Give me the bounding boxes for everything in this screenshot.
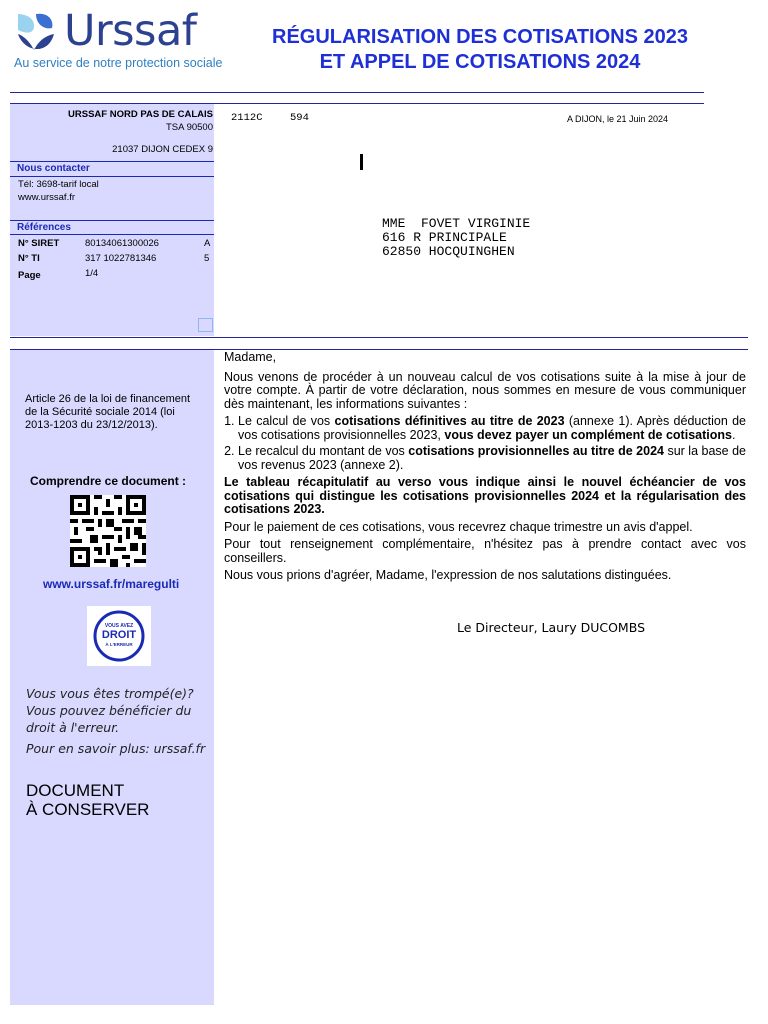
code-2: 594	[290, 112, 309, 124]
recipient-address	[382, 217, 530, 259]
siret-label: N° SIRET	[18, 238, 60, 249]
middle-rule-2	[10, 349, 748, 350]
badge-line-1: VOUS AVEZ	[104, 623, 134, 629]
siret-value: 80134061300026	[85, 238, 159, 249]
keep-document-notice	[26, 781, 149, 819]
urssaf-logo	[14, 6, 223, 72]
siret-suffix: A	[204, 238, 211, 249]
place-date: A DIJON, le 21 Juin 2024	[567, 114, 669, 124]
contact-paragraph: Pour tout renseignement complémentaire, n'hésitez pas à prendre contact avec vos conseillers.	[224, 537, 746, 565]
droit-erreur-badge	[87, 606, 151, 666]
contact-rule-bottom	[10, 176, 214, 177]
recap-paragraph: Le tableau récapitulatif au verso vous indique ainsi le nouvel échéancier de vos cotisations qui distingue les cotisations provisionnelles 2024 et la régularisation des cotisations 2023.	[224, 475, 746, 516]
badge-line-3: À L'ERREUR	[105, 642, 133, 647]
contact-phone: Tél: 3698-tarif local	[18, 179, 99, 190]
ti-label: N° TI	[18, 253, 40, 264]
contact-rule	[10, 161, 214, 162]
info-item-2: 2. Le recalcul du montant de vos cotisations provisionnelles au titre de 2024 sur la base de vos revenus 2023 (annexe 2).	[238, 445, 746, 472]
recipient-city: 62850 HOCQUINGHEN	[382, 244, 515, 259]
more-info-note: Pour en savoir plus: urssaf.fr	[26, 741, 206, 756]
badge-line-2: DROIT	[101, 629, 137, 641]
article-reference: Article 26 de la loi de financement de la Sécurité sociale 2014 (loi 2013-1203 du 23/12/2013).	[25, 393, 191, 431]
closing-paragraph: Nous vous prions d'agréer, Madame, l'expression de nos salutations distinguées.	[224, 568, 672, 582]
ti-value: 317 1022781346	[85, 253, 157, 264]
salutation: Madame,	[224, 350, 277, 364]
recipient-name: MME FOVET VIRGINIE	[382, 216, 531, 231]
regulti-link[interactable]: www.urssaf.fr/maregulti	[43, 577, 180, 591]
checkbox-square	[198, 318, 213, 332]
info-item-1: 1. Le calcul de vos cotisations définitives au titre de 2023 (annexe 1). Après déduction de vos cotisations provisionnelles 2023, vous devez payer un complément de cotisations.	[238, 415, 746, 442]
sender-name: URSSAF NORD PAS DE CALAIS	[68, 109, 213, 120]
keep-line-2: À CONSERVER	[26, 800, 150, 819]
header-rule-1	[10, 92, 704, 93]
logo-symbol-icon	[14, 12, 58, 54]
page-label: Page	[18, 270, 41, 281]
references-heading: Références	[17, 222, 71, 233]
middle-rule-1	[10, 337, 748, 338]
references-rule	[10, 220, 214, 221]
sidebar-bottom-panel	[10, 350, 214, 1005]
qr-code-icon	[70, 495, 146, 567]
intro-paragraph: Nous venons de procéder à un nouveau calcul de vos cotisations suite à la mise à jour de votre compte. À partir de votre déclaration, nous sommes en mesure de vous communiquer dès maintenant, les informations suivantes :	[224, 369, 746, 411]
info-list	[224, 415, 746, 472]
letter-body	[224, 351, 746, 587]
document-title	[230, 25, 730, 75]
payment-paragraph: Pour le paiement de ces cotisations, vous recevrez chaque trimestre un avis d'appel.	[224, 519, 693, 534]
references-rule-bottom	[10, 234, 214, 235]
keep-line-1: DOCUMENT	[26, 781, 125, 800]
error-note: Vous vous êtes trompé(e)? Vous pouvez bénéficier du droit à l'erreur.	[26, 686, 194, 735]
page-value: 1/4	[85, 268, 99, 279]
recipient-street: 616 R PRINCIPALE	[382, 230, 507, 245]
barcode-mark	[360, 154, 363, 170]
sender-city: 21037 DIJON CEDEX 9	[112, 144, 213, 155]
sender-box: TSA 90500	[165, 122, 213, 133]
title-line-1: RÉGULARISATION DES COTISATIONS 2023	[272, 26, 688, 48]
title-line-2: ET APPEL DE COTISATIONS 2024	[319, 51, 641, 73]
logo-tagline: Au service de notre protection sociale	[14, 56, 223, 70]
logo-wordmark: Urssaf	[64, 6, 197, 56]
contact-heading: Nous contacter	[17, 163, 90, 174]
ti-suffix: 5	[204, 253, 210, 264]
contact-web: www.urssaf.fr	[18, 192, 76, 203]
signature: Le Directeur, Laury DUCOMBS	[457, 620, 646, 635]
understand-heading: Comprendre ce document :	[30, 474, 187, 488]
code-1: 2112C	[231, 112, 263, 124]
sender-address	[10, 108, 213, 156]
